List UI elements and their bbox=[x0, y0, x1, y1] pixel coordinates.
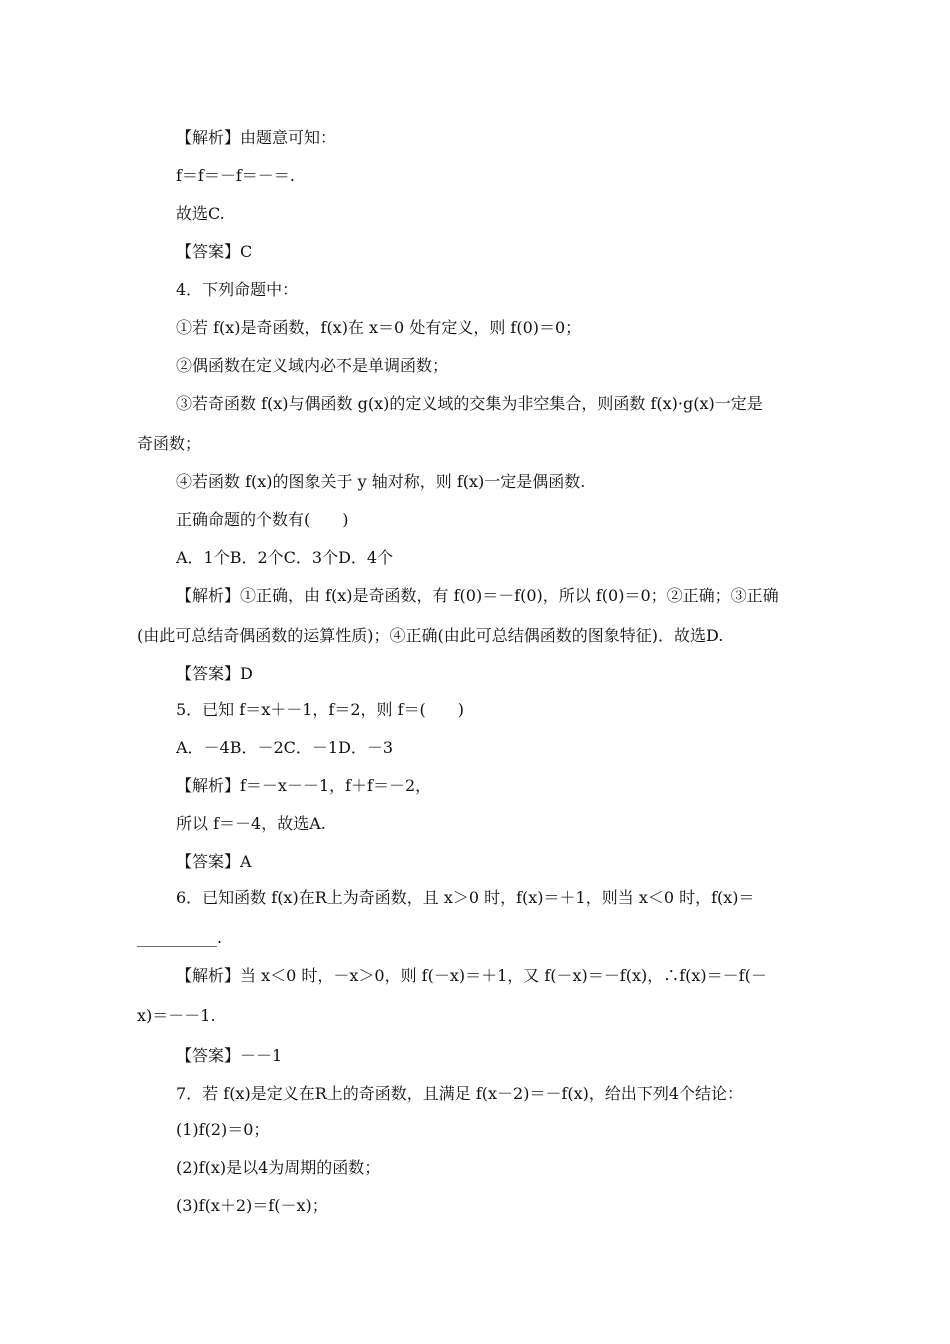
question-4-title: 4．下列命题中： bbox=[176, 280, 299, 299]
answer-line: 【答案】D bbox=[176, 664, 253, 683]
question-6-title: 6．已知函数 f(x)在R上为奇函数，且 x＞0 时，f(x)＝＋1，则当 x＜0 时，f(x)＝ bbox=[176, 888, 755, 907]
analysis-conclusion: 所以 f＝－4，故选A. bbox=[176, 814, 326, 833]
analysis-line: 【解析】由题意可知： bbox=[176, 128, 337, 147]
question-4-prompt: 正确命题的个数有( ) bbox=[176, 510, 349, 529]
proposition-3-cont: 奇函数； bbox=[137, 434, 202, 453]
analysis-line: 【解析】①正确，由 f(x)是奇函数，有 f(0)＝－f(0)，所以 f(0)＝0；②正确；③正确 bbox=[176, 586, 779, 605]
conclusion-1: (1)f(2)＝0； bbox=[176, 1120, 270, 1139]
answer-line: 【答案】A bbox=[176, 852, 252, 871]
question-5-title: 5．已知 f＝x＋－1，f＝2，则 f＝( ) bbox=[176, 700, 464, 719]
choice-line: 故选C. bbox=[176, 204, 225, 223]
analysis-line: 【解析】f＝－x－－1，f＋f＝－2， bbox=[176, 776, 432, 795]
question-7-title: 7．若 f(x)是定义在R上的奇函数，且满足 f(x－2)＝－f(x)，给出下列4个结论： bbox=[176, 1084, 744, 1103]
proposition-4: ④若函数 f(x)的图象关于 y 轴对称，则 f(x)一定是偶函数. bbox=[176, 472, 586, 491]
analysis-line-cont: (由此可总结奇偶函数的运算性质)；④正确(由此可总结偶函数的图象特征)．故选D. bbox=[137, 626, 724, 645]
proposition-1: ①若 f(x)是奇函数，f(x)在 x＝0 处有定义，则 f(0)＝0； bbox=[176, 318, 582, 337]
proposition-2: ②偶函数在定义域内必不是单调函数； bbox=[176, 356, 449, 375]
proposition-3: ③若奇函数 f(x)与偶函数 g(x)的定义域的交集为非空集合，则函数 f(x)·g(x)一定是 bbox=[176, 394, 763, 413]
conclusion-3: (3)f(x＋2)＝f(－x)； bbox=[176, 1196, 328, 1215]
conclusion-2: (2)f(x)是以4为周期的函数； bbox=[176, 1158, 381, 1177]
analysis-line: 【解析】当 x＜0 时，－x＞0，则 f(－x)＝＋1，又 f(－x)＝－f(x)，∴f(x)＝－f(－ bbox=[176, 966, 767, 985]
answer-line: 【答案】－－1 bbox=[176, 1046, 283, 1065]
question-6-blank: __________. bbox=[137, 928, 223, 947]
formula-line: f＝f＝－f＝－＝. bbox=[176, 166, 295, 185]
answer-line: 【答案】C bbox=[176, 242, 253, 261]
question-5-options: A．－4B．－2C．－1D．－3 bbox=[176, 738, 394, 757]
analysis-line-cont: x)＝－－1. bbox=[137, 1006, 216, 1025]
question-4-options: A．1个B．2个C．3个D．4个 bbox=[176, 548, 394, 567]
